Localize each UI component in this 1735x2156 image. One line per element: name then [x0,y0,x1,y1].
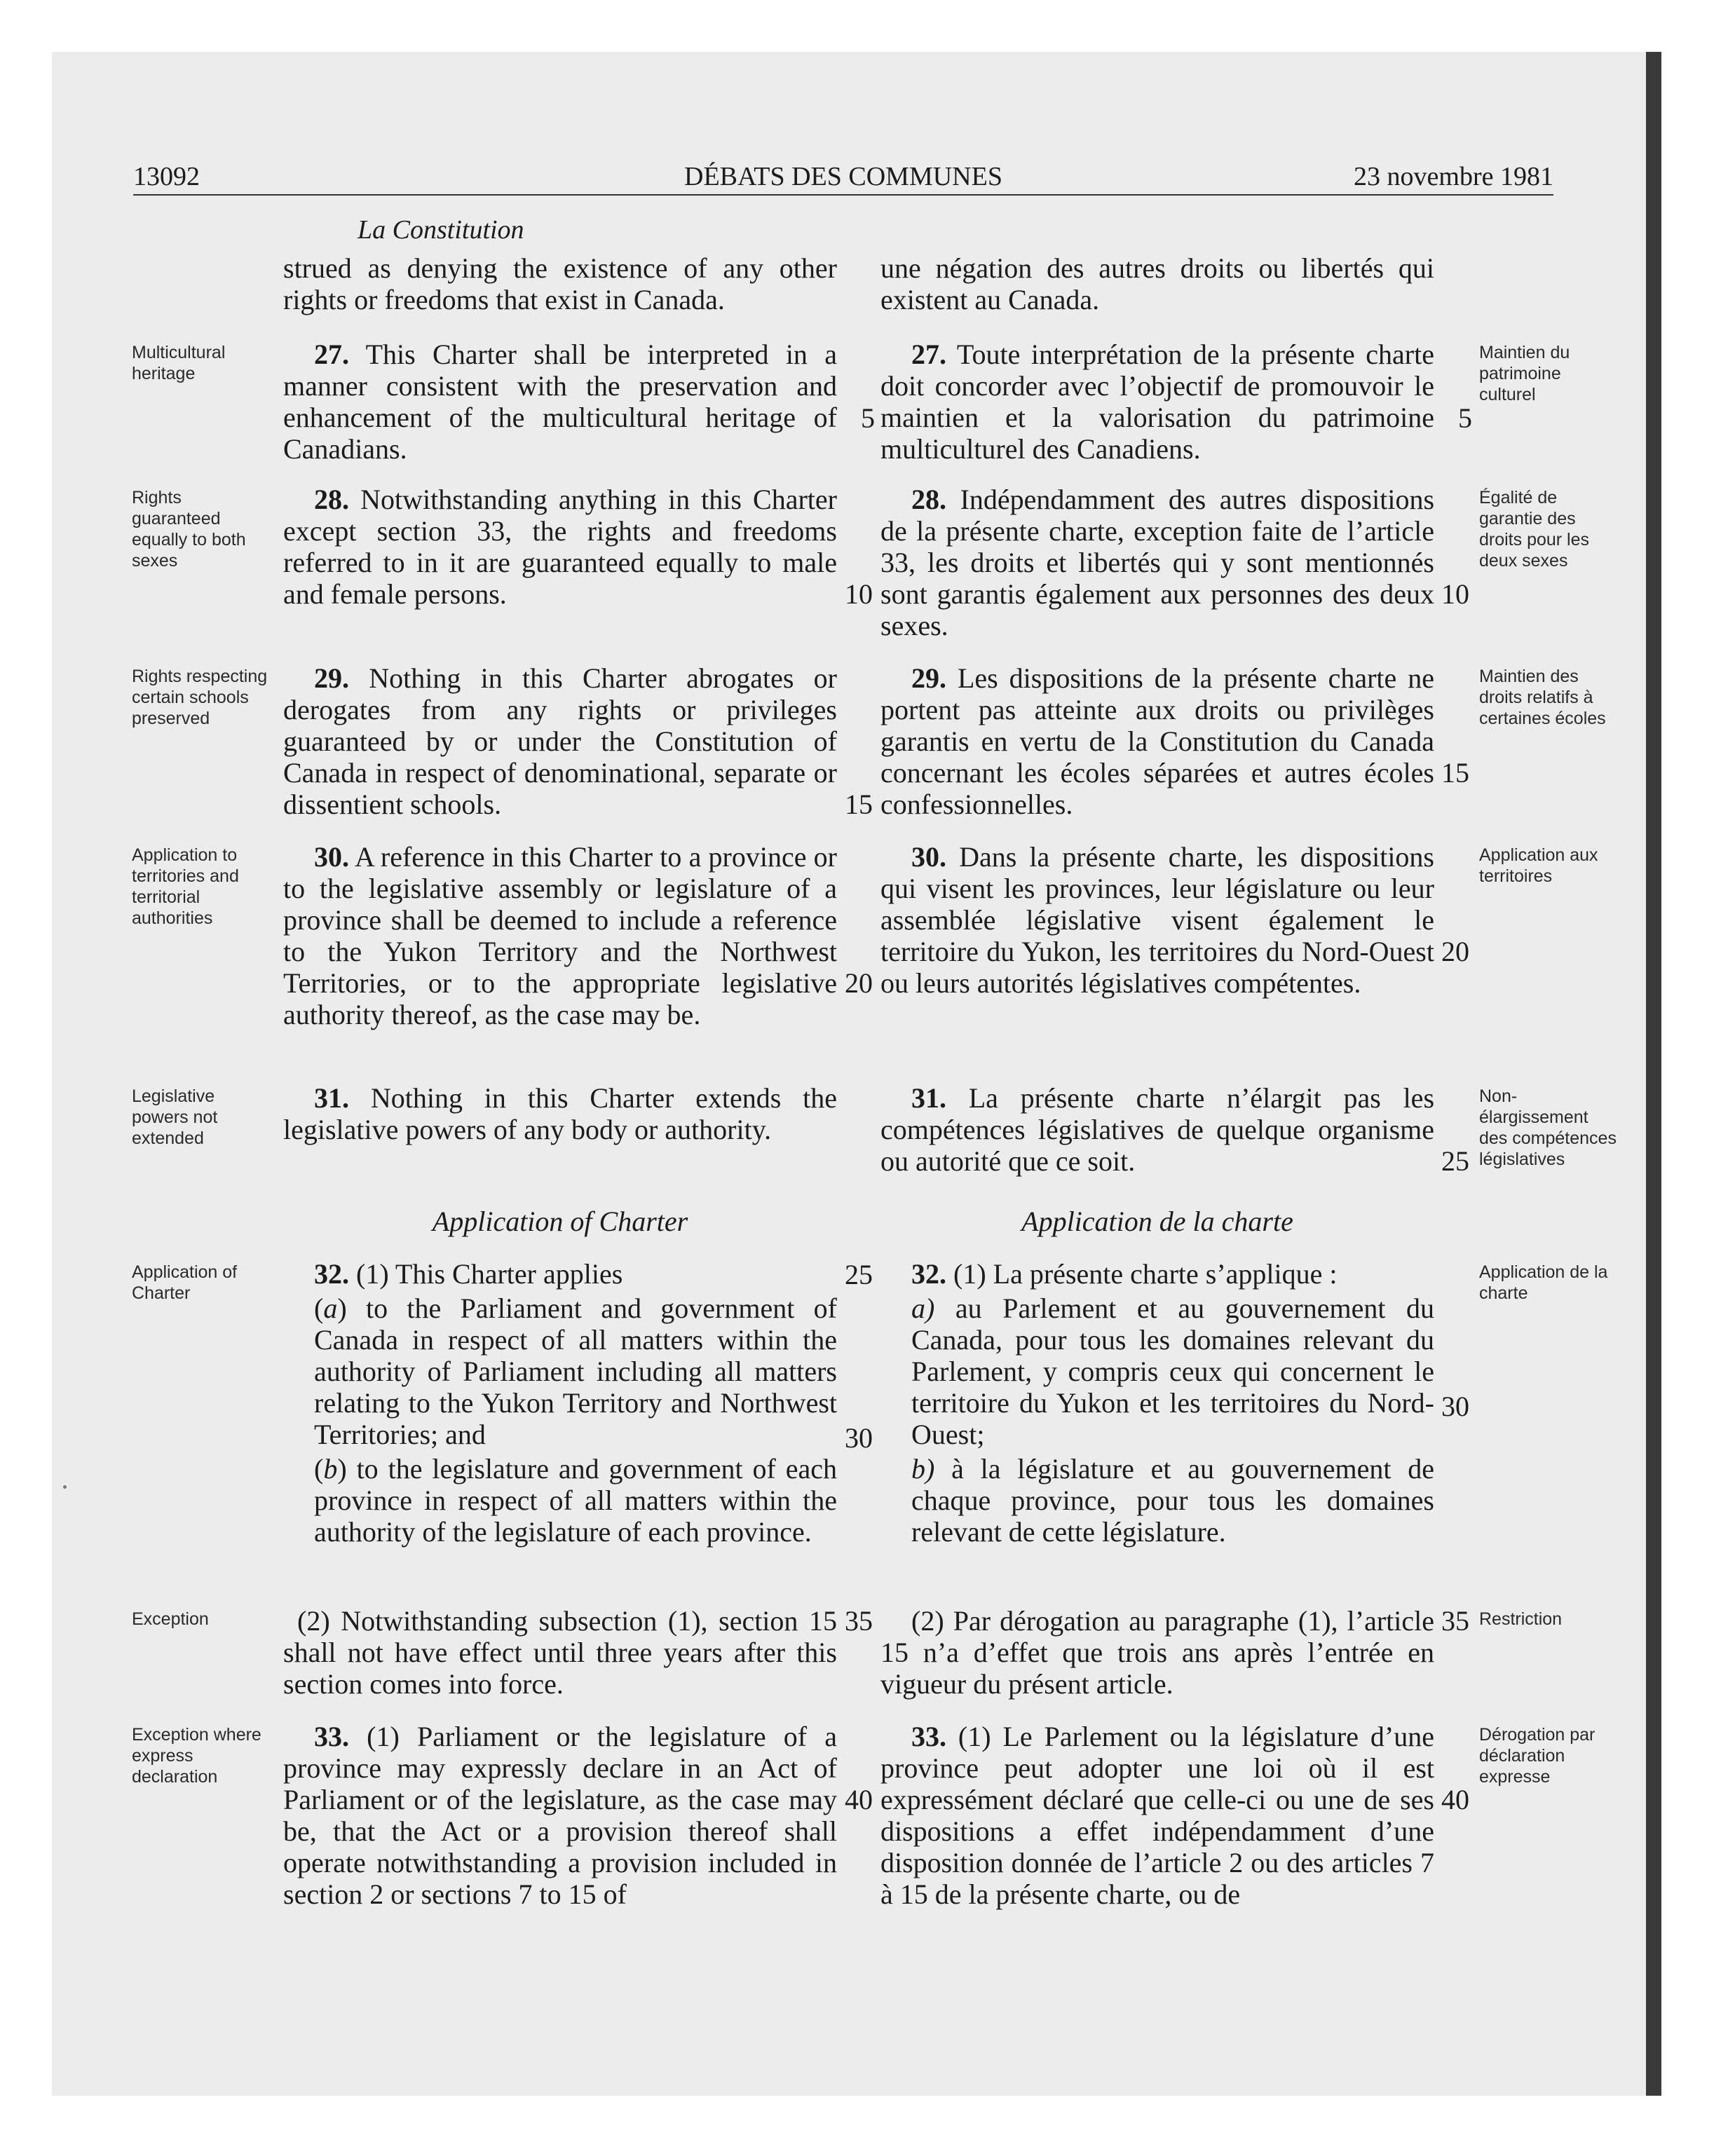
line-number-en-5: 5 [861,402,875,434]
en-s32-b-text: to the legislature and government of each province in respect of all matters within the authority of the legislature of each province. [314,1453,837,1548]
margin-note-en-30: Application to territories and territorial authorities [132,845,239,928]
en-s32-b-label: b [323,1453,338,1485]
scan-speck [63,1485,67,1489]
running-title: La Constitution [358,215,524,245]
en-s32-num: 32. [314,1258,349,1290]
fr-section-27 [880,339,1434,465]
en-intro-text: strued as denying the existence of any other rights or freedoms that exist in Canada. [283,252,837,315]
en-section-32-2 [283,1605,837,1700]
line-number-en-35: 35 [845,1605,873,1637]
fr-s29-num: 29. [911,662,946,694]
margin-note-fr-27: Maintien du patrimoine culturel [1479,343,1570,404]
line-number-en-15: 15 [845,789,873,820]
page-number: 13092 [133,162,200,191]
en-s28-num: 28. [314,484,349,515]
fr-heading: Application de la charte [1021,1206,1293,1237]
en-s33-text: (1) Parliament or the legislature of a province may expressly declare in an Act of Parliament or of the legislature, as the case may be, that the Act or a provision thereof shall operate notwithstanding a provision included in section 2 or sections 7 to 15 of [283,1721,837,1910]
fr-section-33 [880,1721,1434,1910]
en-s31-num: 31. [314,1082,349,1114]
fr-s27-text: Toute interprétation de la présente charte doit concorder avec l’objectif de promouvoir le maintien et la valorisation du patrimoine multiculturel des Canadiens. [880,339,1434,465]
fr-section-32 [880,1258,1434,1548]
margin-note-en-28: Rights guaranteed equally to both sexes [132,488,246,571]
line-number-en-30: 30 [845,1422,873,1454]
fr-s31-text: La présente charte n’élargit pas les compétences législatives de quelque organisme ou autorité que ce soit. [880,1082,1435,1177]
en-s33-num: 33. [314,1721,349,1752]
margin-note-fr-33: Dérogation par déclaration expresse [1479,1725,1595,1787]
margin-note-fr-29: Maintien des droits relatifs à certaines écoles [1479,667,1606,728]
fr-s28-text: Indépendamment des autres dispositions de la présente charte, exception faite de l’article 33, les droits et libertés qui y sont mentionnés sont garantis également aux personnes des deux sexes. [880,484,1435,641]
en-section-33 [283,1721,837,1910]
en-s30-text: A reference in this Charter to a province or to the legislative assembly or legislature of a province shall be deemed to include a reference to the Yukon Territory and the Northwest Territories, or to the appropriate legislative authority thereof, as the case may be. [283,841,837,1030]
fr-s31-num: 31. [911,1082,946,1114]
en-s32-sub2: (2) Notwithstanding subsection (1), section 15 shall not have effect until three years after this section comes into force. [283,1605,837,1700]
fr-s30-text: Dans la présente charte, les dispositions qui visent les provinces, leur législature ou leur assemblée législative visent également le territoire du Yukon, les territoires du Nord-Ouest ou leurs autorités législatives compétentes. [880,841,1434,999]
margin-note-fr-28: Égalité de garantie des droits pour les deux sexes [1479,488,1590,571]
line-number-en-20: 20 [845,967,873,999]
fr-section-29 [880,662,1434,820]
line-number-fr-25: 25 [1441,1145,1469,1177]
en-section-32: 32. (1) This Charter applies (a) to the Parliament and government of Canada in respect of all matters within the authority of Parliament including all matters relating to the Yukon Territory and Northwest Territories; and (b) to the legislature and government of each province in respect of all matters within the authority of the legislature of each province. [314,1258,838,1548]
header-rule [133,194,1553,196]
en-section-29 [283,662,837,820]
en-s29-num: 29. [314,662,349,694]
en-s32-text: (1) This Charter applies [356,1258,623,1290]
en-s32-a-text: to the Parliament and government of Canada in respect of all matters within the authority of Parliament including all matters relating to the Yukon Territory and Northwest Territories; and [314,1292,838,1450]
fr-s32-b-text: à la législature et au gouvernement de chaque province, pour tous les domaines relevant de cette législature. [911,1453,1435,1548]
fr-section-32-2 [880,1605,1434,1700]
margin-note-fr-32: Application de la charte [1479,1262,1608,1303]
en-s27-text: This Charter shall be interpreted in a manner consistent with the preservation and enhancement of the multicultural heritage of Canadians. [283,339,838,465]
fr-s33-text: (1) Le Parlement ou la législature d’une province peut adopter une loi où il est expressément déclaré que celle-ci ou une de ses dispositions a effet indépendamment d’une disposition donnée de l’article 2 ou des articles 7 à 15 de la présente charte, ou de [880,1721,1434,1910]
fr-s33-num: 33. [911,1721,946,1752]
fr-s32-a-label: a) [911,1292,935,1324]
en-section-27 [283,339,837,465]
en-section-31 [283,1082,837,1145]
fr-section-30 [880,841,1434,999]
en-section-28 [283,484,837,610]
margin-note-en-32-2: Exception [132,1609,209,1629]
fr-section-28 [880,484,1434,641]
margin-note-en-32: Application of Charter [132,1262,238,1303]
en-intro [283,252,837,315]
en-s30-num: 30. [314,841,349,873]
fr-section-31 [880,1082,1434,1177]
margin-note-en-27: Multicultural heritage [132,343,226,383]
publication-date: 23 novembre 1981 [1354,162,1553,191]
line-number-fr-30: 30 [1441,1391,1469,1422]
margin-note-fr-31: Non-élargissement des compétences législatives [1479,1086,1617,1169]
fr-s27-num: 27. [911,339,946,370]
margin-note-fr-30: Application aux territoires [1479,845,1598,886]
line-number-fr-15: 15 [1441,757,1469,789]
line-number-fr-40: 40 [1441,1784,1469,1815]
en-s32-a-label: a [323,1292,338,1324]
line-number-fr-20: 20 [1441,936,1469,967]
line-number-fr-10: 10 [1441,578,1469,610]
fr-s30-num: 30. [911,841,946,873]
scan-edge [1646,52,1661,2096]
margin-note-en-33: Exception where express declaration [132,1725,261,1787]
line-number-en-10: 10 [845,578,873,610]
en-heading: Application of Charter [432,1206,688,1237]
margin-note-fr-32-2: Restriction [1479,1609,1563,1629]
line-number-en-25: 25 [845,1259,873,1290]
margin-note-en-31: Legislative powers not extended [132,1086,218,1148]
fr-s32-text: (1) La présente charte s’applique : [953,1258,1338,1290]
fr-s32-a-text: au Parlement et au gouvernement du Canada, pour tous les domaines relevant du Parlement, y compris ceux qui concernent le territoire du Yukon et les territoires du Nord-Ouest; [911,1292,1435,1450]
fr-s29-text: Les dispositions de la présente charte ne portent pas atteinte aux droits ou privilèges garantis en vertu de la Constitution du Canada concernant les écoles séparées et autres écoles confessionnelles. [880,662,1434,820]
publication-title: DÉBATS DES COMMUNES [684,162,1002,191]
line-number-en-40: 40 [845,1784,873,1815]
fr-intro-text: une négation des autres droits ou libertés qui existent au Canada. [880,252,1434,315]
fr-intro [880,252,1434,315]
en-s28-text: Notwithstanding anything in this Charter except section 33, the rights and freedoms referred to in it are guaranteed equally to male and female persons. [283,484,837,610]
en-s27-num: 27. [314,339,349,370]
fr-s32-sub2: (2) Par dérogation au paragraphe (1), l’article 15 n’a d’effet que trois ans après l’entrée en vigueur du présent article. [880,1605,1434,1700]
fr-s32-num: 32. [911,1258,946,1290]
en-s29-text: Nothing in this Charter abrogates or derogates from any rights or privileges guaranteed by or under the Constitution of Canada in respect of denominational, separate or dissentient schools. [283,662,838,820]
fr-s32-b-label: b) [911,1453,935,1485]
margin-note-en-29: Rights respecting certain schools preserved [132,667,268,728]
en-s31-text: Nothing in this Charter extends the legislative powers of any body or authority. [283,1082,838,1145]
line-number-fr-35: 35 [1441,1605,1469,1637]
en-section-30 [283,841,837,1030]
fr-s28-num: 28. [911,484,946,515]
line-number-fr-5: 5 [1458,402,1472,434]
